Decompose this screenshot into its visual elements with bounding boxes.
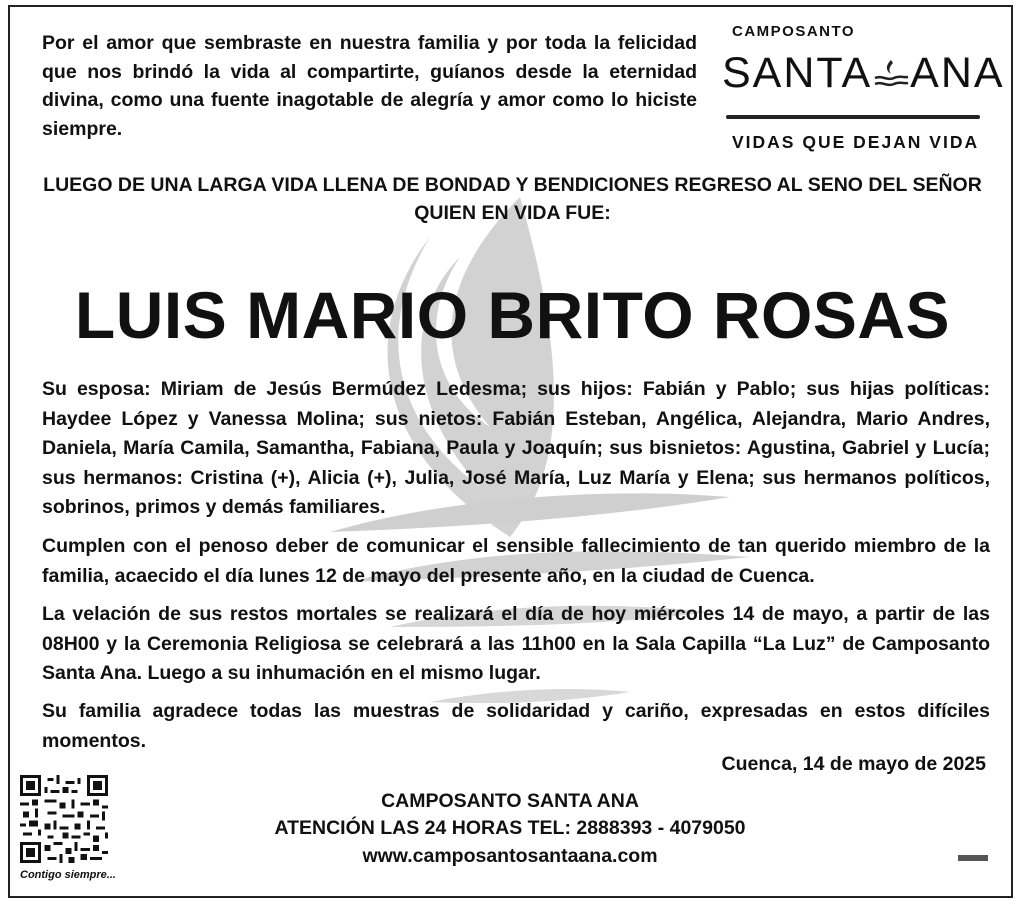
family-paragraph: Su esposa: Miriam de Jesús Bermúdez Ledesma; sus hijos: Fabián y Pablo; sus hijas políticas: Haydee López y Vanessa Molina; sus nietos: Fabián Esteban, Angélica, Alejandra, Mario Andres, Daniela, María Camila, Samantha, Fabiana, Paula y Joaquín; sus bisnietos: Agustina, Gabriel y Lucía; sus hermanos: Cristina (+), Alicia (+), Julia, José María, Luz María y Elena; sus hermanos políticos, sobrinos, primos y demás familiares. xyxy=(42,378,990,518)
logo-word-left: SANTA xyxy=(722,49,873,97)
deceased-name: LUIS MARIO BRITO ROSAS xyxy=(74,278,951,352)
flame-waves-icon xyxy=(872,58,910,94)
qr-caption: Contigo siempre... xyxy=(20,869,116,881)
logo-small-text: CAMPOSANTO xyxy=(732,23,856,40)
logo-divider xyxy=(726,115,980,119)
qr-code-icon[interactable] xyxy=(20,775,108,863)
obituary-notice xyxy=(8,5,1013,898)
camposanto-santa-ana-logo xyxy=(722,19,1005,154)
announcement-paragraph: Cumplen con el penoso deber de comunicar el sensible fallecimiento de tan querido miembro de la familia, acaecido el día lunes 12 de mayo del presente año, en la ciudad de Cuenca. xyxy=(42,535,990,587)
intro-dedication: Por el amor que sembraste en nuestra familia y por toda la felicidad que nos brindó la vida al compartirte, guíanos desde la eternidad divina, como una fuente inagotable de alegría y amor como lo hiciste siempre. xyxy=(42,32,697,140)
logo-tagline: VIDAS QUE DEJAN VIDA xyxy=(732,132,980,152)
gratitude-paragraph: Su familia agradece todas las muestras de solidaridad y cariño, expresadas en estos difíciles momentos. xyxy=(42,700,990,752)
footer-website-link[interactable]: www.camposantosantaana.com xyxy=(362,845,658,867)
logo-wordmark xyxy=(722,49,1005,98)
ceremony-paragraph: La velación de sus restos mortales se realizará el día de hoy miércoles 14 de mayo, a partir de las 08H00 y la Ceremonia Religiosa se celebrará a las 11h00 en la Sala Capilla “La Luz” de Camposanto Santa Ana. Luego a su inhumación en el mismo lugar. xyxy=(42,603,990,684)
footer-phone: ATENCIÓN LAS 24 HORAS TEL: 2888393 - 4079050 xyxy=(274,817,746,839)
date-line: Cuenca, 14 de mayo de 2025 xyxy=(721,753,986,775)
corner-dash-mark xyxy=(958,855,988,861)
footer-company: CAMPOSANTO SANTA ANA xyxy=(381,790,639,812)
lead-statement: LUEGO DE UNA LARGA VIDA LLENA DE BONDAD Y BENDICIONES REGRESO AL SENO DEL SEÑOR QUIEN EN VIDA FUE: xyxy=(43,174,982,224)
logo-word-right: ANA xyxy=(910,49,1005,97)
